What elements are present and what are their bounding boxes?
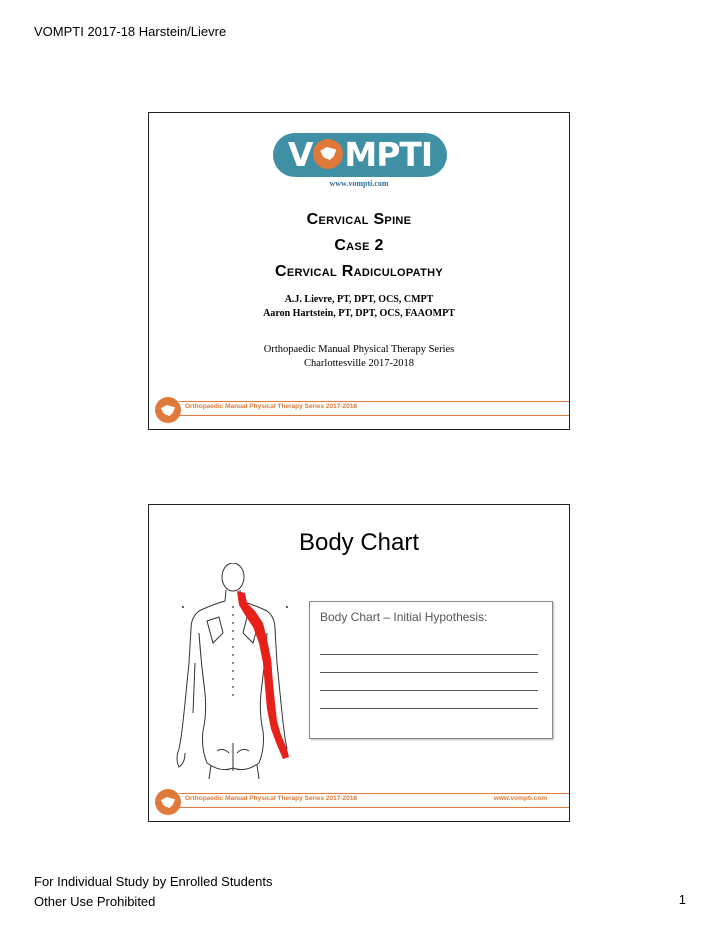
answer-line [320, 690, 538, 691]
footer-series-text: Orthopaedic Manual Physical Therapy Series 2017-2018 [185, 795, 357, 802]
footer-line-1: For Individual Study by Enrolled Students [34, 874, 273, 889]
slide-footer [149, 787, 569, 821]
slide-title [148, 112, 570, 430]
series-line-2: Charlottesville 2017-2018 [304, 358, 414, 369]
slide-footer [149, 395, 569, 429]
map-badge-icon [155, 397, 181, 423]
author-2: Aaron Hartstein, PT, DPT, OCS, FAAOMPT [263, 308, 455, 319]
vompti-logo: V MPTI [273, 133, 447, 177]
body-chart-figure [171, 563, 311, 779]
page-header: VOMPTI 2017-18 Harstein/Lievre [34, 24, 227, 39]
author-1: A.J. Lievre, PT, DPT, OCS, CMPT [284, 294, 434, 305]
title-line-1: Cervical Spine [306, 211, 412, 228]
page-footer [34, 872, 272, 912]
authors [149, 293, 569, 321]
answer-line [320, 654, 538, 655]
footer-url: www.vompti.com [493, 795, 547, 802]
page-number: 1 [678, 892, 686, 907]
series-line-1: Orthopaedic Manual Physical Therapy Series [263, 344, 455, 355]
title-line-3: Cervical Radiculopathy [275, 263, 443, 280]
answer-line [320, 708, 538, 709]
map-badge-icon [155, 789, 181, 815]
footer-line-2: Other Use Prohibited [34, 894, 156, 909]
slide-body-chart [148, 504, 570, 822]
map-icon [313, 139, 343, 169]
footer-series-text: Orthopaedic Manual Physical Therapy Series 2017-2018 [185, 403, 357, 410]
hypothesis-label: Body Chart – Initial Hypothesis: [320, 610, 488, 624]
logo-url: www.vompti.com [329, 179, 389, 188]
title-line-2: Case 2 [334, 237, 384, 254]
slide-title: Body Chart [298, 529, 420, 556]
series-info [149, 343, 569, 371]
hypothesis-box [309, 601, 553, 739]
answer-line [320, 672, 538, 673]
